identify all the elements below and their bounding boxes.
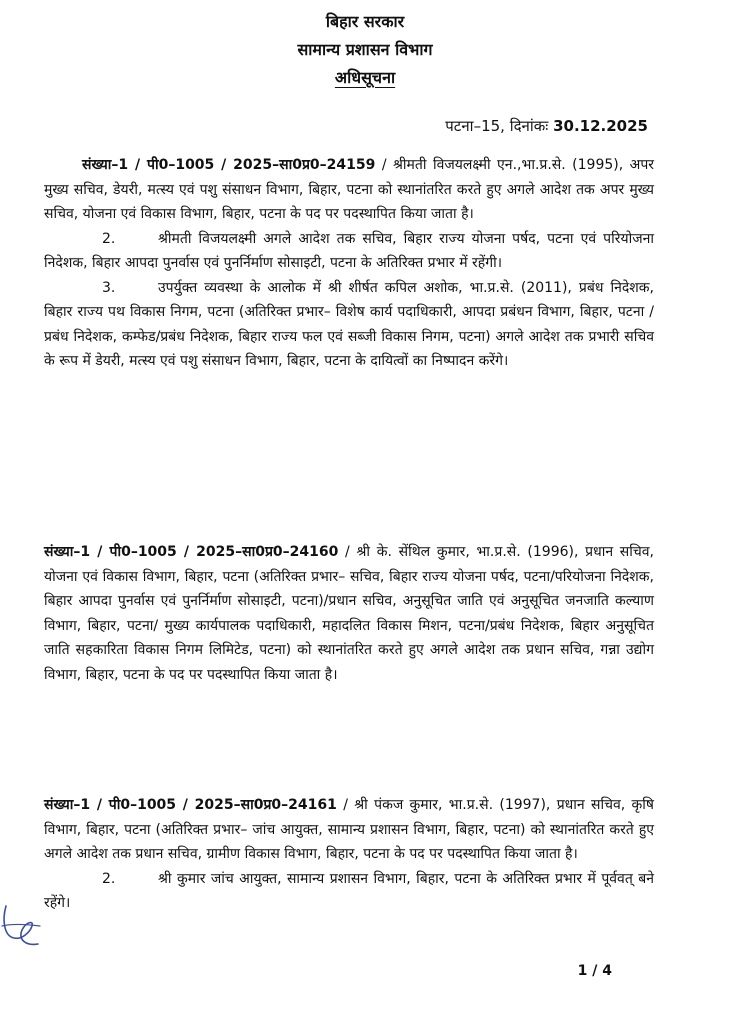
paragraph-text: उपर्युक्त व्यवस्था के आलोक में श्री शीर्षत कपिल अशोक, भा.प्र.से. (2011), प्रबंध निदेशक, बिहार राज्य पथ विकास निगम, पटना (अतिरिक्त प्रभार– विशेष कार्य पदाधिकारी, आपदा प्रबंधन विभाग, बिहार, पटना /प्रबंध निदेशक, कम्फेड/प्रबंध निदेशक, बिहार राज्य फल एवं सब्जी विकास निगम, पटना) अगले आदेश तक प्रभारी सचिव के रूप में डेयरी, मत्स्य एवं पशु संसाधन विभाग, बिहार, पटना के दायित्वों का निष्पादन करेंगे। <box>44 279 654 369</box>
paragraph-number: 3. <box>102 279 116 296</box>
order-reference: संख्या–1 / पी0–1005 / 2025–सा0प्र0–24159 <box>82 157 376 173</box>
notification-title: अधिसूचना <box>334 68 396 87</box>
document-header <box>0 8 730 92</box>
order-24160 <box>44 540 654 687</box>
order-sub-paragraph <box>44 276 654 374</box>
order-text: / श्री के. सेंथिल कुमार, भा.प्र.से. (1996), प्रधान सचिव, योजना एवं विकास विभाग, बिहार, पटना (अतिरिक्त प्रभार– सचिव, बिहार राज्य योजना पर्षद, पटना/परियोजना निदेशक, बिहार आपदा पुनर्वास एवं पुनर्निर्माण सोसाइटी, पटना)/प्रधान सचिव, अनुसूचित जाति एवं अनुसूचित जनजाति कल्याण विभाग, बिहार, पटना/ मुख्य कार्यपालक पदाधिकारी, महादलित विकास मिशन, पटना/प्रबंध निदेशक, बिहार अनुसूचित जाति सहकारिता विकास निगम लिमिटेड, पटना) को स्थानांतरित करते हुए अगले आदेश तक प्रधान सचिव, गन्ना उद्योग विभाग, बिहार, पटना के पद पर पदस्थापित किया जाता है। <box>44 544 654 683</box>
place-label: पटना–15, दिनांकः <box>445 117 549 135</box>
paragraph-text: श्रीमती विजयलक्ष्मी अगले आदेश तक सचिव, बिहार राज्य योजना पर्षद, पटना एवं परियोजना निदेशक, बिहार आपदा पुनर्वास एवं पुनर्निर्माण सोसाइटी, पटना के अतिरिक्त प्रभार में रहेंगी। <box>44 230 654 271</box>
order-sub-paragraph <box>44 867 654 916</box>
date-value: 30.12.2025 <box>553 117 648 135</box>
signature-mark <box>0 896 44 956</box>
government-name: बिहार सरकार <box>325 12 405 31</box>
department-name: सामान्य प्रशासन विभाग <box>297 40 433 59</box>
order-reference: संख्या–1 / पी0–1005 / 2025–सा0प्र0–24161 <box>44 797 337 813</box>
dateline <box>445 116 648 136</box>
order-sub-paragraph <box>44 227 654 276</box>
order-24161 <box>44 793 654 916</box>
paragraph-number: 2. <box>102 230 116 247</box>
order-text: / श्री पंकज कुमार, भा.प्र.से. (1997), प्रधान सचिव, कृषि विभाग, बिहार, पटना (अतिरिक्त प्रभार– जांच आयुक्त, सामान्य प्रशासन विभाग, बिहार, पटना) को स्थानांतरित करते हुए अगले आदेश तक प्रधान सचिव, ग्रामीण विकास विभाग, बिहार, पटना के पद पर पदस्थापित किया जाता है। <box>44 797 655 862</box>
paragraph-number: 2. <box>102 870 116 887</box>
page-number: 1 / 4 <box>577 963 612 979</box>
order-main-paragraph <box>44 153 654 227</box>
order-reference: संख्या–1 / पी0–1005 / 2025–सा0प्र0–24160 <box>44 544 339 560</box>
order-text: / श्रीमती विजयलक्ष्मी एन.,भा.प्र.से. (1995), अपर मुख्य सचिव, डेयरी, मत्स्य एवं पशु संसाधन विभाग, बिहार, पटना को स्थानांतरित करते हुए अगले आदेश तक अपर मुख्य सचिव, योजना एवं विकास विभाग, बिहार, पटना के पद पर पदस्थापित किया जाता है। <box>44 157 655 222</box>
order-main-paragraph <box>44 540 654 687</box>
order-24159 <box>44 153 654 374</box>
order-main-paragraph <box>44 793 654 867</box>
paragraph-text: श्री कुमार जांच आयुक्त, सामान्य प्रशासन विभाग, बिहार, पटना के अतिरिक्त प्रभार में पूर्ववत् बने रहेंगे। <box>44 870 654 911</box>
